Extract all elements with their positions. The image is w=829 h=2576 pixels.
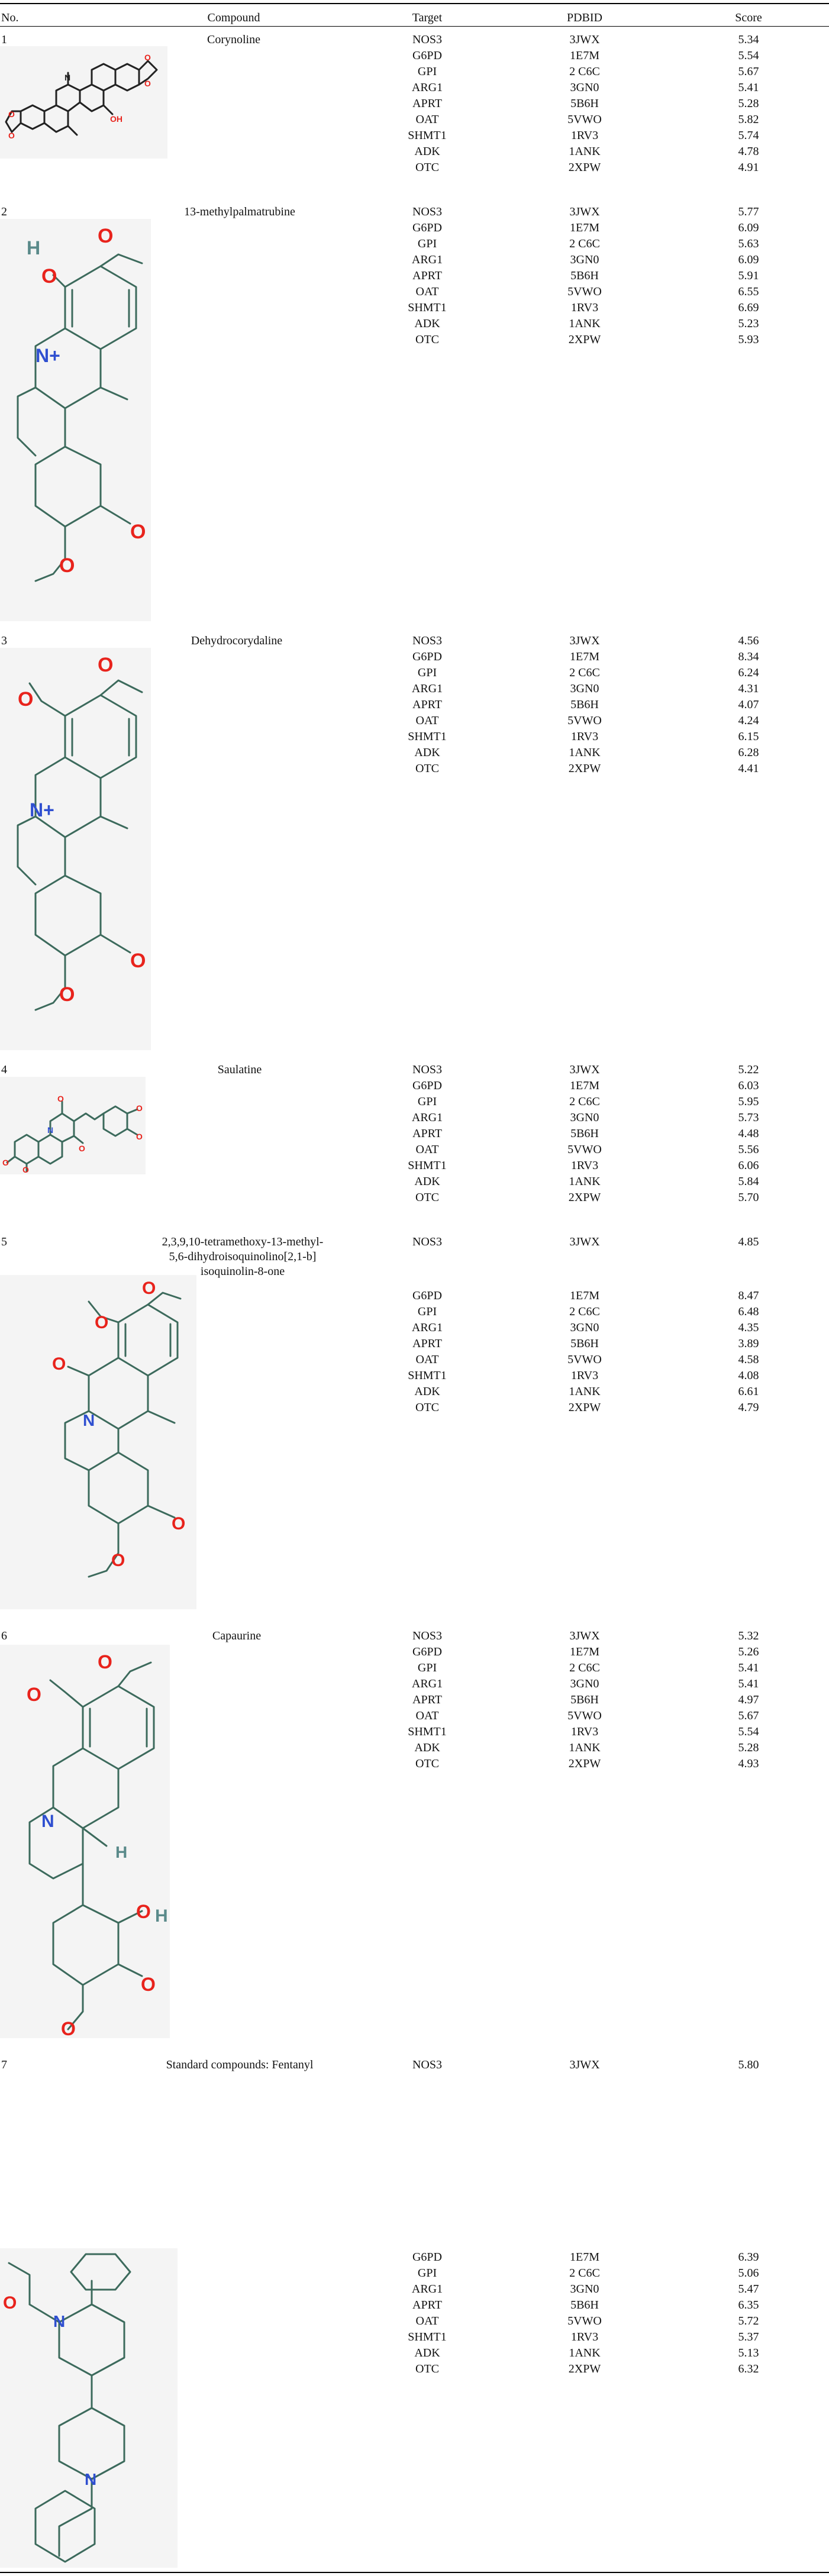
table-header-rule: [0, 26, 829, 27]
compound-6-score-cell: 4.93: [738, 1757, 759, 1770]
compound-3-name: Dehydrocorydaline: [191, 634, 283, 647]
compound-7-no: 7: [1, 2058, 7, 2071]
svg-text:O: O: [144, 79, 151, 88]
compound-6-score-cell: 4.97: [738, 1693, 759, 1706]
compound-5-name-line-2: 5,6-dihydroisoquinolino[2,1-b]: [169, 1250, 317, 1263]
compound-5-pdbid-cell: 1E7M: [570, 1289, 599, 1302]
compound-7-target-cell: ARG1: [411, 2283, 443, 2296]
compound-7-target-cell: G6PD: [412, 2251, 442, 2264]
svg-text:N: N: [64, 73, 71, 82]
compound-4-target-cell: OAT: [415, 1143, 439, 1156]
compound-7-pdbid-cell: 1E7M: [570, 2251, 599, 2264]
svg-text:H: H: [115, 1843, 128, 1861]
compound-4-target-cell: G6PD: [412, 1079, 442, 1092]
compound-2-score-cell: 5.63: [738, 237, 759, 250]
compound-7-target-cell: OTC: [415, 2362, 439, 2375]
svg-text:O: O: [8, 109, 15, 119]
svg-text:O: O: [18, 688, 34, 711]
header-target: Target: [412, 11, 443, 24]
header-no: No.: [1, 11, 19, 24]
compound-1-score-cell: 5.67: [738, 65, 759, 78]
compound-3-target-cell: ARG1: [411, 682, 443, 695]
svg-text:O: O: [57, 1094, 64, 1103]
compound-5-pdbid-cell: 3JWX: [569, 1235, 600, 1248]
compound-3-target-cell: SHMT1: [408, 730, 447, 743]
compound-6-pdbid-cell: 5VWO: [567, 1709, 602, 1722]
structure-capaurine: [0, 1645, 170, 2038]
svg-text:O: O: [79, 1144, 85, 1153]
compound-3-score-cell: 4.41: [738, 762, 759, 775]
svg-text:O: O: [8, 131, 15, 140]
compound-5-target-cell: SHMT1: [408, 1369, 447, 1382]
compound-7-score-cell: 5.06: [738, 2267, 759, 2280]
compound-7-target-cell: GPI: [417, 2267, 437, 2280]
compound-3-target-cell: NOS3: [412, 634, 442, 647]
compound-1-score-cell: 5.34: [738, 33, 759, 46]
structure-saulatine: [0, 1077, 146, 1174]
compound-5-target-cell: OAT: [415, 1353, 439, 1366]
compound-1-target-cell: GPI: [417, 65, 437, 78]
compound-5-no: 5: [1, 1235, 7, 1248]
compound-7-pdbid-cell: 2 C6C: [569, 2267, 600, 2280]
compound-5-pdbid-cell: 5B6H: [570, 1337, 599, 1350]
compound-6-target-cell: GPI: [417, 1661, 437, 1674]
compound-1-score-cell: 5.41: [738, 81, 759, 94]
compound-3-pdbid-cell: 3JWX: [569, 634, 600, 647]
compound-6-pdbid-cell: 2 C6C: [569, 1661, 600, 1674]
compound-1-pdbid-cell: 1ANK: [569, 145, 601, 158]
compound-4-score-cell: 5.73: [738, 1111, 759, 1124]
compound-4-target-cell: NOS3: [412, 1063, 442, 1076]
compound-1-target-cell: ADK: [414, 145, 440, 158]
compound-5-score-cell: 6.61: [738, 1385, 759, 1398]
compound-2-pdbid-cell: 1ANK: [569, 317, 601, 330]
header-pdbid: PDBID: [566, 11, 602, 24]
svg-text:O: O: [136, 1901, 151, 1922]
header-compound: Compound: [207, 11, 260, 24]
compound-5-pdbid-cell: 2 C6C: [569, 1305, 600, 1318]
compound-2-score-cell: 6.69: [738, 301, 759, 314]
compound-7-pdbid-cell: 1ANK: [569, 2346, 601, 2359]
compound-4-score-cell: 5.84: [738, 1175, 759, 1188]
compound-7-target-cell: APRT: [412, 2299, 442, 2312]
compound-7-score-cell: 6.35: [738, 2299, 759, 2312]
compound-6-score-cell: 5.54: [738, 1725, 759, 1738]
compound-5-score-cell: 4.08: [738, 1369, 759, 1382]
compound-3-pdbid-cell: 3GN0: [570, 682, 599, 695]
compound-6-no: 6: [1, 1629, 7, 1642]
svg-text:O: O: [98, 1651, 112, 1673]
compound-6-pdbid-cell: 1RV3: [570, 1725, 599, 1738]
svg-text:N: N: [53, 2312, 66, 2330]
compound-4-target-cell: GPI: [417, 1095, 437, 1108]
compound-7-pdbid-cell: 5VWO: [567, 2314, 602, 2328]
compound-1-score-cell: 5.28: [738, 97, 759, 110]
compound-6-score-cell: 5.41: [738, 1661, 759, 1674]
compound-3-target-cell: OTC: [415, 762, 439, 775]
compound-3-score-cell: 6.24: [738, 666, 759, 679]
compound-5-score-cell: 3.89: [738, 1337, 759, 1350]
compound-3-pdbid-cell: 1ANK: [569, 746, 601, 759]
svg-text:O: O: [111, 1551, 125, 1570]
compound-7-target-cell: ADK: [414, 2346, 440, 2359]
compound-7-score-cell: 5.80: [738, 2058, 759, 2071]
svg-text:O: O: [136, 1132, 143, 1141]
compound-5-target-cell: NOS3: [412, 1235, 442, 1248]
compound-1-pdbid-cell: 1E7M: [570, 49, 599, 62]
compound-5-target-cell: ARG1: [411, 1321, 443, 1334]
compound-6-pdbid-cell: 1E7M: [570, 1645, 599, 1658]
compound-1-score-cell: 4.91: [738, 161, 759, 174]
compound-6-pdbid-cell: 3JWX: [569, 1629, 600, 1642]
compound-2-target-cell: OAT: [415, 285, 439, 298]
svg-text:O: O: [61, 2018, 76, 2038]
compound-1-target-cell: ARG1: [411, 81, 443, 94]
compound-5-name-line-3: isoquinolin-8-one: [200, 1265, 285, 1278]
svg-text:O: O: [2, 1158, 9, 1167]
svg-text:N: N: [85, 2470, 97, 2488]
compound-3-target-cell: OAT: [415, 714, 439, 727]
compound-4-pdbid-cell: 1ANK: [569, 1175, 601, 1188]
compound-6-target-cell: OTC: [415, 1757, 439, 1770]
structure-fentanyl: [0, 2248, 178, 2568]
structure-tetramethoxy-isoquinolinone: [0, 1275, 196, 1609]
compound-3-score-cell: 4.24: [738, 714, 759, 727]
svg-text:O: O: [27, 1684, 41, 1705]
compound-3-score-cell: 6.28: [738, 746, 759, 759]
compound-1-pdbid-cell: 3JWX: [569, 33, 600, 46]
compound-2-target-cell: ADK: [414, 317, 440, 330]
compound-1-target-cell: OTC: [415, 161, 439, 174]
compound-6-score-cell: 5.28: [738, 1741, 759, 1754]
compound-7-pdbid-cell: 2XPW: [568, 2362, 601, 2375]
compound-5-pdbid-cell: 1ANK: [569, 1385, 601, 1398]
svg-text:O: O: [141, 1974, 156, 1995]
svg-text:O: O: [22, 1165, 29, 1174]
compound-1-score-cell: 5.74: [738, 129, 759, 142]
compound-4-score-cell: 6.03: [738, 1079, 759, 1092]
compound-4-score-cell: 5.22: [738, 1063, 759, 1076]
svg-text:OH: OH: [110, 114, 122, 124]
compound-2-pdbid-cell: 2XPW: [568, 333, 601, 346]
compound-2-target-cell: ARG1: [411, 253, 443, 266]
compound-5-score-cell: 4.58: [738, 1353, 759, 1366]
compound-2-score-cell: 6.55: [738, 285, 759, 298]
compound-3-target-cell: G6PD: [412, 650, 442, 663]
table-top-rule: [0, 3, 829, 4]
compound-2-score-cell: 6.09: [738, 221, 759, 234]
compound-4-pdbid-cell: 5B6H: [570, 1127, 599, 1140]
compound-3-score-cell: 4.07: [738, 698, 759, 711]
compound-3-pdbid-cell: 1E7M: [570, 650, 599, 663]
compound-3-score-cell: 4.31: [738, 682, 759, 695]
compound-2-name: 13-methylpalmatrubine: [184, 205, 295, 218]
compound-1-name: Corynoline: [207, 33, 260, 46]
svg-text:O: O: [41, 265, 57, 288]
compound-4-pdbid-cell: 2XPW: [568, 1191, 601, 1204]
compound-4-target-cell: APRT: [412, 1127, 442, 1140]
compound-1-pdbid-cell: 5VWO: [567, 113, 602, 126]
compound-2-pdbid-cell: 2 C6C: [569, 237, 600, 250]
compound-6-score-cell: 5.41: [738, 1677, 759, 1690]
compound-2-score-cell: 5.23: [738, 317, 759, 330]
compound-4-pdbid-cell: 5VWO: [567, 1143, 602, 1156]
compound-3-pdbid-cell: 5VWO: [567, 714, 602, 727]
compound-5-score-cell: 6.48: [738, 1305, 759, 1318]
compound-7-target-cell: SHMT1: [408, 2330, 447, 2343]
svg-text:O: O: [130, 950, 146, 972]
svg-text:O: O: [98, 225, 114, 247]
compound-2-target-cell: APRT: [412, 269, 442, 282]
compound-1-pdbid-cell: 2 C6C: [569, 65, 600, 78]
compound-6-target-cell: ARG1: [411, 1677, 443, 1690]
svg-text:O: O: [59, 983, 75, 1006]
compound-5-target-cell: APRT: [412, 1337, 442, 1350]
svg-text:O: O: [142, 1279, 156, 1298]
compound-4-score-cell: 4.48: [738, 1127, 759, 1140]
compound-2-target-cell: GPI: [417, 237, 437, 250]
compound-2-pdbid-cell: 3JWX: [569, 205, 600, 218]
compound-2-pdbid-cell: 3GN0: [570, 253, 599, 266]
table-bottom-rule: [0, 2572, 829, 2573]
compound-1-score-cell: 5.54: [738, 49, 759, 62]
compound-5-target-cell: G6PD: [412, 1289, 442, 1302]
compound-4-target-cell: ARG1: [411, 1111, 443, 1124]
compound-7-score-cell: 5.37: [738, 2330, 759, 2343]
compound-7-pdbid-cell: 3JWX: [569, 2058, 600, 2071]
compound-4-no: 4: [1, 1063, 7, 1076]
compound-2-score-cell: 5.93: [738, 333, 759, 346]
compound-6-target-cell: ADK: [414, 1741, 440, 1754]
compound-2-no: 2: [1, 205, 7, 218]
compound-1-pdbid-cell: 5B6H: [570, 97, 599, 110]
compound-4-score-cell: 5.95: [738, 1095, 759, 1108]
compound-4-pdbid-cell: 1RV3: [570, 1159, 599, 1172]
compound-6-target-cell: APRT: [412, 1693, 442, 1706]
compound-1-target-cell: SHMT1: [408, 129, 447, 142]
header-score: Score: [735, 11, 762, 24]
compound-4-pdbid-cell: 3JWX: [569, 1063, 600, 1076]
compound-2-target-cell: SHMT1: [408, 301, 447, 314]
structure-13-methylpalmatrubine: [0, 219, 151, 621]
compound-1-target-cell: OAT: [415, 113, 439, 126]
compound-7-pdbid-cell: 5B6H: [570, 2299, 599, 2312]
svg-text:H: H: [155, 1906, 168, 1926]
svg-text:N: N: [47, 1125, 54, 1135]
svg-text:O: O: [130, 521, 146, 543]
compound-3-pdbid-cell: 2 C6C: [569, 666, 600, 679]
svg-text:O: O: [136, 1103, 143, 1113]
compound-3-target-cell: APRT: [412, 698, 442, 711]
compound-2-target-cell: NOS3: [412, 205, 442, 218]
compound-7-target-cell: NOS3: [412, 2058, 442, 2071]
compound-2-score-cell: 6.09: [738, 253, 759, 266]
compound-3-pdbid-cell: 2XPW: [568, 762, 601, 775]
compound-6-target-cell: OAT: [415, 1709, 439, 1722]
compound-5-score-cell: 4.85: [738, 1235, 759, 1248]
compound-5-target-cell: OTC: [415, 1401, 439, 1414]
compound-3-score-cell: 4.56: [738, 634, 759, 647]
compound-1-pdbid-cell: 3GN0: [570, 81, 599, 94]
svg-text:O: O: [52, 1354, 66, 1374]
structure-corynoline: [0, 46, 167, 159]
compound-5-pdbid-cell: 2XPW: [568, 1401, 601, 1414]
compound-6-target-cell: SHMT1: [408, 1725, 447, 1738]
compound-6-pdbid-cell: 1ANK: [569, 1741, 601, 1754]
compound-4-score-cell: 5.56: [738, 1143, 759, 1156]
structure-dehydrocorydaline: [0, 648, 151, 1050]
compound-2-score-cell: 5.91: [738, 269, 759, 282]
compound-1-target-cell: NOS3: [412, 33, 442, 46]
compound-7-score-cell: 5.47: [738, 2283, 759, 2296]
compound-5-target-cell: ADK: [414, 1385, 440, 1398]
svg-text:O: O: [59, 554, 75, 577]
svg-text:O: O: [95, 1313, 109, 1332]
svg-text:N+: N+: [30, 799, 54, 821]
compound-6-pdbid-cell: 3GN0: [570, 1677, 599, 1690]
compound-5-score-cell: 4.79: [738, 1401, 759, 1414]
svg-text:H: H: [27, 237, 41, 259]
compound-5-pdbid-cell: 5VWO: [567, 1353, 602, 1366]
compound-6-score-cell: 5.67: [738, 1709, 759, 1722]
compound-3-no: 3: [1, 634, 7, 647]
compound-2-pdbid-cell: 5B6H: [570, 269, 599, 282]
svg-text:O: O: [3, 2293, 17, 2313]
compound-5-score-cell: 8.47: [738, 1289, 759, 1302]
compound-4-score-cell: 5.70: [738, 1191, 759, 1204]
compound-7-target-cell: OAT: [415, 2314, 439, 2328]
compound-3-pdbid-cell: 1RV3: [570, 730, 599, 743]
compound-3-pdbid-cell: 5B6H: [570, 698, 599, 711]
svg-text:N: N: [83, 1411, 95, 1429]
compound-4-score-cell: 6.06: [738, 1159, 759, 1172]
svg-text:O: O: [172, 1514, 186, 1534]
compound-4-name: Saulatine: [217, 1063, 262, 1076]
compound-3-score-cell: 8.34: [738, 650, 759, 663]
compound-1-score-cell: 5.82: [738, 113, 759, 126]
compound-1-no: 1: [1, 33, 7, 46]
compound-6-target-cell: NOS3: [412, 1629, 442, 1642]
compound-6-pdbid-cell: 5B6H: [570, 1693, 599, 1706]
compound-3-target-cell: GPI: [417, 666, 437, 679]
compound-5-score-cell: 4.35: [738, 1321, 759, 1334]
compound-3-score-cell: 6.15: [738, 730, 759, 743]
compound-5-pdbid-cell: 3GN0: [570, 1321, 599, 1334]
compound-2-pdbid-cell: 1RV3: [570, 301, 599, 314]
compound-1-target-cell: G6PD: [412, 49, 442, 62]
compound-7-score-cell: 5.72: [738, 2314, 759, 2328]
compound-5-pdbid-cell: 1RV3: [570, 1369, 599, 1382]
compound-2-target-cell: OTC: [415, 333, 439, 346]
svg-text:O: O: [144, 53, 151, 62]
compound-2-pdbid-cell: 1E7M: [570, 221, 599, 234]
compound-7-pdbid-cell: 1RV3: [570, 2330, 599, 2343]
compound-1-pdbid-cell: 1RV3: [570, 129, 599, 142]
svg-text:N+: N+: [36, 345, 60, 366]
compound-7-name: Standard compounds: Fentanyl: [166, 2058, 314, 2071]
compound-1-target-cell: APRT: [412, 97, 442, 110]
compound-7-score-cell: 6.39: [738, 2251, 759, 2264]
compound-6-score-cell: 5.32: [738, 1629, 759, 1642]
compound-4-target-cell: SHMT1: [408, 1159, 447, 1172]
compound-5-target-cell: GPI: [417, 1305, 437, 1318]
compound-2-target-cell: G6PD: [412, 221, 442, 234]
compound-4-target-cell: ADK: [414, 1175, 440, 1188]
compound-4-target-cell: OTC: [415, 1191, 439, 1204]
compound-6-name: Capaurine: [212, 1629, 262, 1642]
compound-6-score-cell: 5.26: [738, 1645, 759, 1658]
compound-7-score-cell: 5.13: [738, 2346, 759, 2359]
svg-text:N: N: [41, 1812, 54, 1831]
compound-7-pdbid-cell: 3GN0: [570, 2283, 599, 2296]
compound-7-score-cell: 6.32: [738, 2362, 759, 2375]
compound-4-pdbid-cell: 1E7M: [570, 1079, 599, 1092]
compound-5-name-line-1: 2,3,9,10-tetramethoxy-13-methyl-: [162, 1235, 324, 1248]
compound-2-pdbid-cell: 5VWO: [567, 285, 602, 298]
compound-6-pdbid-cell: 2XPW: [568, 1757, 601, 1770]
compound-6-target-cell: G6PD: [412, 1645, 442, 1658]
compound-4-pdbid-cell: 3GN0: [570, 1111, 599, 1124]
compound-3-target-cell: ADK: [414, 746, 440, 759]
compound-2-score-cell: 5.77: [738, 205, 759, 218]
compound-4-pdbid-cell: 2 C6C: [569, 1095, 600, 1108]
compound-1-score-cell: 4.78: [738, 145, 759, 158]
compound-1-pdbid-cell: 2XPW: [568, 161, 601, 174]
svg-text:O: O: [98, 654, 114, 676]
